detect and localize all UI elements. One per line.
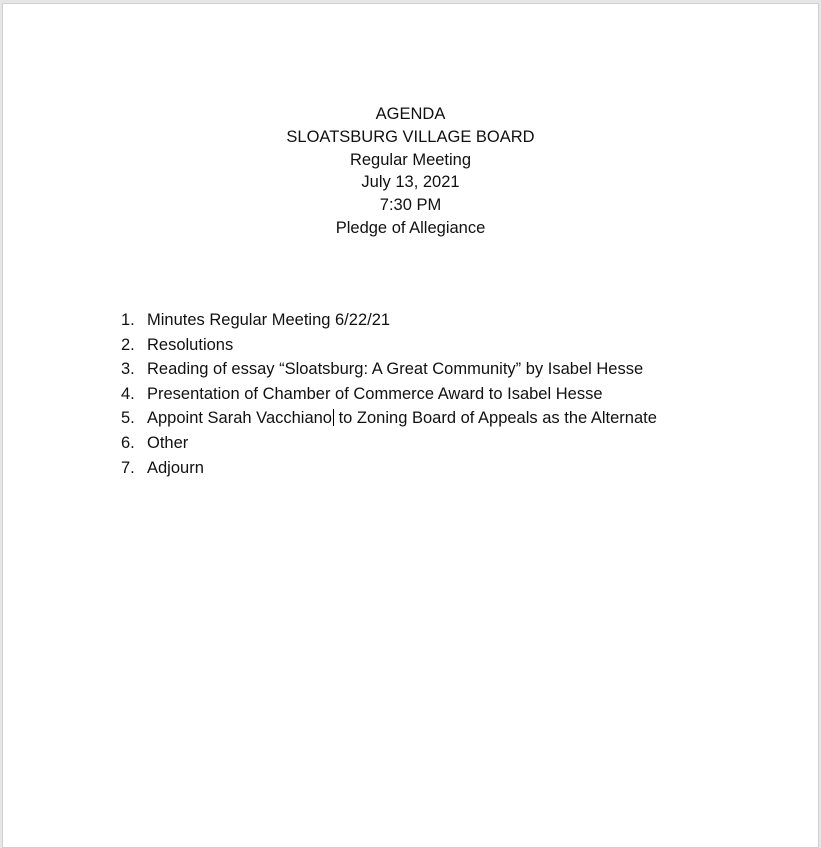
meeting-type: Regular Meeting (349, 150, 472, 169)
list-item (121, 357, 657, 382)
meeting-date: July 13, 2021 (361, 173, 460, 192)
item-text-after-caret: to Zoning Board of Appeals as the Alternate (334, 409, 657, 428)
item-text: Minutes Regular Meeting 6/22/21 (147, 311, 391, 329)
item-text[interactable] (147, 406, 657, 431)
list-item (121, 406, 657, 431)
agenda-list (121, 308, 657, 480)
pledge-line: Pledge of Allegiance (335, 218, 486, 237)
list-item (121, 333, 657, 358)
agenda-header (3, 103, 818, 240)
item-text: Other (147, 433, 189, 452)
list-item (121, 431, 657, 456)
item-number: 3. (121, 360, 135, 379)
item-number: 6. (121, 433, 135, 452)
item-text-before-caret: Appoint Sarah Vacchiano (147, 409, 332, 428)
item-text: Adjourn (147, 458, 204, 477)
meeting-time: 7:30 PM (379, 196, 442, 215)
item-number: 1. (121, 311, 135, 329)
list-item (121, 456, 657, 481)
item-text: Presentation of Chamber of Commerce Award to Isabel Hesse (147, 384, 603, 403)
item-number: 4. (121, 384, 135, 403)
list-item (121, 382, 657, 407)
item-number: 5. (121, 409, 135, 428)
board-name: SLOATSBURG VILLAGE BOARD (286, 127, 535, 146)
document-page (3, 4, 818, 847)
item-text: Reading of essay “Sloatsburg: A Great Community” by Isabel Hesse (147, 360, 644, 379)
item-number: 7. (121, 458, 135, 477)
agenda-title: AGENDA (375, 105, 446, 123)
item-number: 2. (121, 335, 135, 354)
item-text: Resolutions (147, 335, 234, 354)
list-item (121, 308, 657, 333)
